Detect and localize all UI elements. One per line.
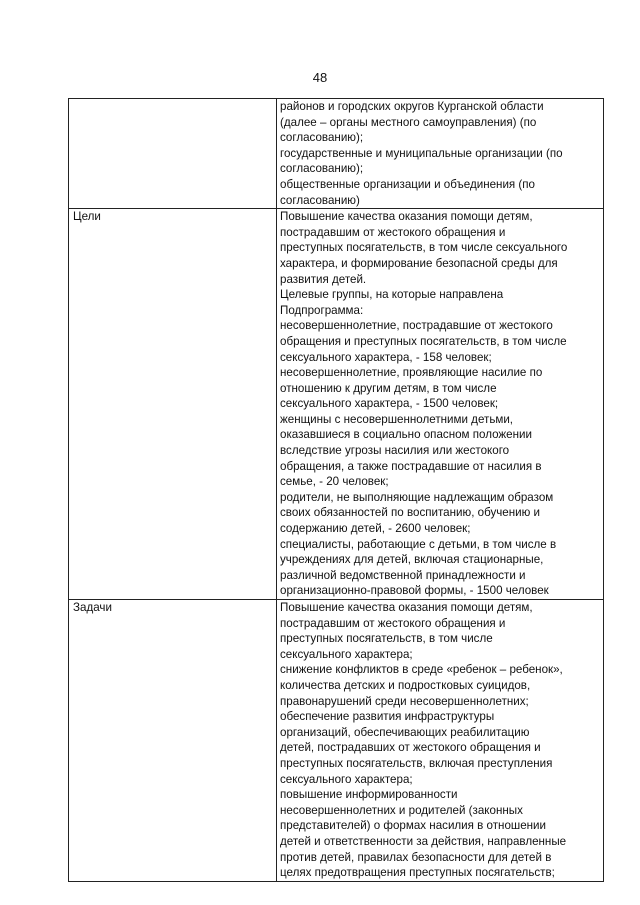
text-line: преступных посягательств, включая преступления [280,756,553,770]
text-line: сексуального характера; [280,772,413,786]
text-line: повышение информированности [280,788,458,802]
text-line: сексуального характера; [280,647,413,661]
row-content [280,209,600,599]
text-line: пострадавшим от жестокого обращения и [280,225,506,239]
row-content [280,600,600,881]
text-line: преступных посягательств, в том числе сексуального [280,241,568,255]
text-line: специалисты, работающие с детьми, в том числе в [280,537,557,551]
text-line: учреждениях для детей, включая стационарные, [280,553,544,567]
text-line: согласованию) [280,193,360,207]
table-row [69,209,604,600]
row-label-cell [69,99,277,209]
text-line: Целевые группы, на которые направлена [280,288,504,302]
text-line: преступных посягательств, в том числе [280,632,493,646]
text-line: отношению к другим детям, в том числе [280,381,497,395]
row-content-cell [277,209,604,600]
text-line: представителей) о формах насилия в отношении [280,819,546,833]
subprogram-passport-table [68,98,604,882]
table-row [69,600,604,882]
row-label-cell [69,600,277,882]
row-label-goals: Цели [73,210,101,224]
text-line: вследствие угрозы насилия или жестокого [280,444,510,458]
text-line: правонарушений среди несовершеннолетних; [280,694,529,708]
text-line: сексуального характера, - 1500 человек; [280,397,499,411]
text-line: государственные и муниципальные организации (по [280,146,563,160]
row-content [280,99,600,208]
page-number: 48 [312,70,328,85]
text-line: семье, - 20 человек; [280,475,389,489]
text-line: несовершеннолетние, проявляющие насилие по [280,366,543,380]
text-line: родители, не выполняющие надлежащим образом [280,490,554,504]
row-label-tasks: Задачи [73,601,112,614]
text-line: детей, пострадавших от жестокого обращения и [280,741,541,755]
text-line: Повышение качества оказания помощи детям, [280,210,533,224]
text-line: женщины с несовершеннолетними детьми, [280,412,514,426]
text-line: различной ведомственной принадлежности и [280,568,526,582]
text-line: обеспечение развития инфраструктуры [280,710,495,724]
text-line: сексуального характера, - 158 человек; [280,350,492,364]
text-line: согласованию); [280,162,364,176]
text-line: несовершеннолетних и родителей (законных [280,803,523,817]
text-line: пострадавшим от жестокого обращения и [280,616,506,630]
table-row [69,99,604,209]
row-content-cell [277,99,604,209]
text-line: организационно-правовой формы, - 1500 человек [280,584,549,598]
text-line: несовершеннолетние, пострадавшие от жестокого [280,319,553,333]
text-line: снижение конфликтов в среде «ребенок – ребенок», [280,663,563,677]
text-line: районов и городских округов Курганской области [280,100,544,113]
text-line: развития детей. [280,272,367,286]
text-line: против детей, правилах безопасности для детей в [280,850,552,864]
text-line: количества детских и подростковых суицидов, [280,678,531,692]
text-line: обращения, а также пострадавшие от насилия в [280,459,542,473]
text-line: (далее – органы местного самоуправления) (по [280,115,537,129]
row-label-cell [69,209,277,600]
text-line: согласованию); [280,131,364,145]
text-line: Повышение качества оказания помощи детям, [280,601,533,614]
text-line: характера, и формирование безопасной среды для [280,256,558,270]
text-line: своих обязанностей по воспитанию, обучению и [280,506,541,520]
text-line: организаций, обеспечивающих реабилитацию [280,725,530,739]
text-line: оказавшиеся в социально опасном положении [280,428,532,442]
text-line: целях предотвращения преступных посягательств; [280,866,555,880]
text-line: общественные организации и объединения (по [280,177,536,191]
text-line: Подпрограмма: [280,303,364,317]
text-line: обращения и преступных посягательств, в том числе [280,334,567,348]
text-line: содержанию детей, - 2600 человек; [280,522,471,536]
row-content-cell [277,600,604,882]
text-line: детей и ответственности за действия, направленные [280,834,567,848]
